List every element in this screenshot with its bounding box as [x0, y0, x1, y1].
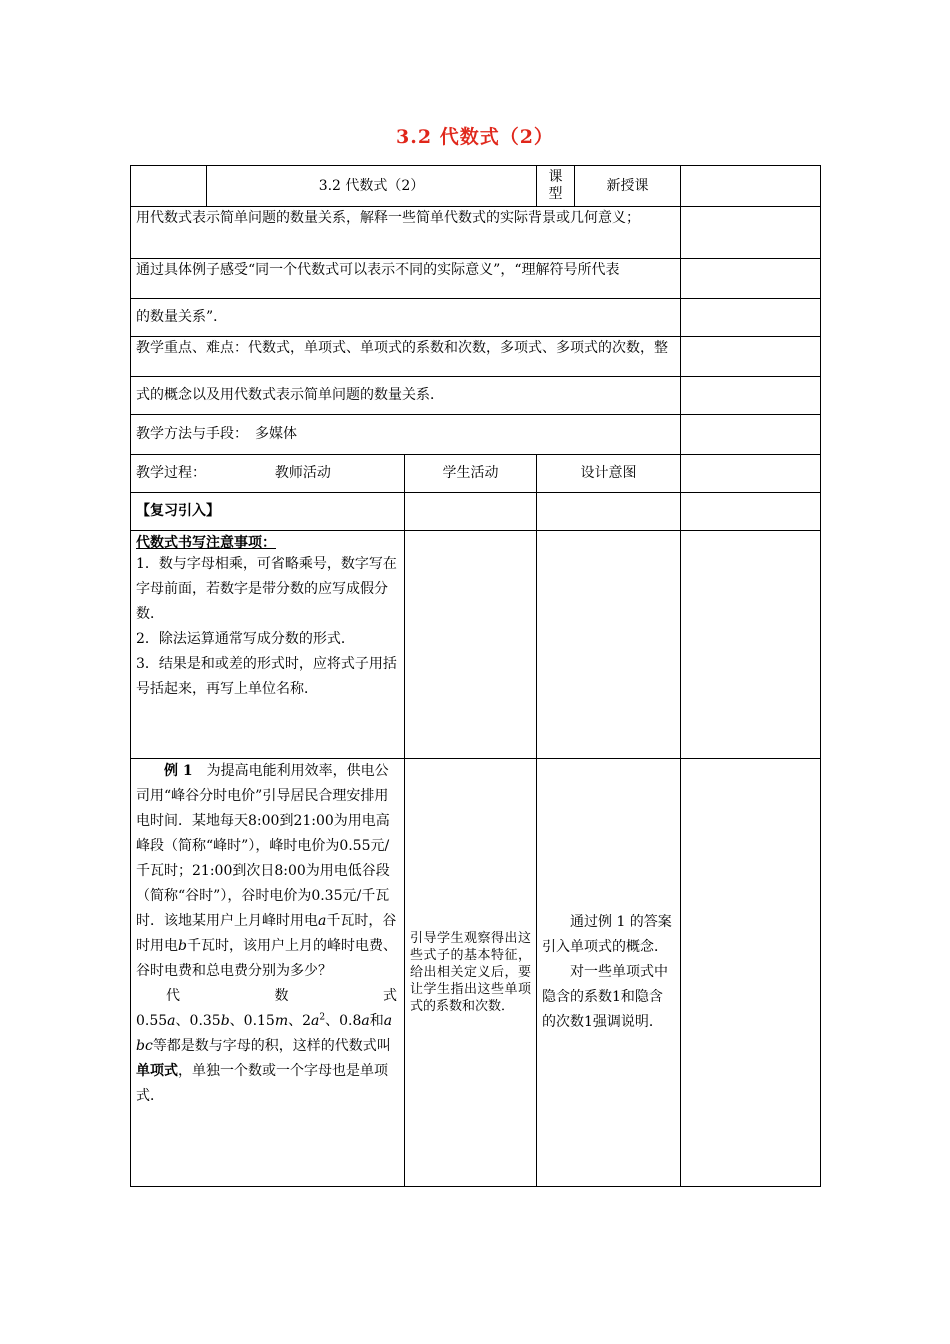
review-heading-row [131, 493, 821, 531]
expr: 0.55 [136, 1013, 168, 1029]
text: 等都是数与字母的积，这样的代数式叫 [152, 1038, 391, 1054]
exponent: 2 [319, 1012, 326, 1023]
example-label: 例 1 [164, 763, 193, 779]
var-b: b [220, 1013, 230, 1029]
key-points-row-2 [131, 377, 821, 415]
spread-label [136, 984, 399, 1009]
objective-row-2 [131, 259, 821, 299]
text: ，单独一个数或一个字母也是单项式． [136, 1063, 388, 1104]
header-row [131, 166, 821, 207]
example-row [131, 759, 821, 1187]
var-a: a [311, 1013, 320, 1029]
blank-cell [681, 531, 821, 759]
objective-line-2: 通过具体例子感受“同一个代数式可以表示不同的实际意义”，“理解符号所代表 [131, 259, 681, 299]
blank-cell [681, 759, 821, 1187]
objective-row-3 [131, 299, 821, 337]
design-intent-cell [537, 759, 681, 1187]
student-activity-cell: 引导学生观察得出这些式子的基本特征，给出相关定义后，要让学生指出这些单项式的系数和次数． [405, 759, 537, 1187]
blank-cell [537, 531, 681, 759]
spread-char: 式 [383, 988, 397, 1004]
objective-line-3: 的数量关系”． [131, 299, 681, 337]
blank-cell [405, 493, 537, 531]
example-cell [131, 759, 405, 1187]
lesson-plan-table [130, 165, 821, 1187]
blank-cell [681, 259, 821, 299]
review-notes-cell [131, 531, 405, 759]
var-abc: abc [136, 1013, 393, 1054]
blank-cell [681, 299, 821, 337]
spread-char: 数 [274, 988, 289, 1004]
example-body: 为提高电能利用效率，供电公司用“峰谷分时电价”引导居民合理安排用电时间．某地每天8:00到21:00为用电高峰段（简称“峰时”），峰时电价为0.55元/千瓦时；21:00到次日8:00为用电低谷段（简称“谷时”），谷时电价为0.35元/千瓦时．该地某用户上月峰时用电 [136, 763, 390, 929]
note-2: 2．除法运算通常写成分数的形式． [136, 631, 355, 647]
header-blank-cell-right [681, 166, 821, 207]
example-body-2: 千瓦时，谷时用电 [136, 913, 397, 954]
note-1: 1．数与字母相乘，可省略乘号，数字写在字母前面，若数字是带分数的应写成假分数． [136, 556, 397, 622]
design-intent-header: 设计意图 [537, 455, 681, 493]
monomial-definition [136, 1009, 399, 1109]
text: 和 [369, 1013, 384, 1029]
process-label: 教学过程： [136, 465, 206, 481]
header-topic: 3.2 代数式（2） [207, 166, 537, 207]
var-m: m [274, 1013, 289, 1029]
var-a: a [167, 1013, 176, 1029]
blank-cell [681, 455, 821, 493]
key-points-text: 教学重点、难点：代数式，单项式、单项式的系数和次数，多项式、多项式的次数，整 [131, 337, 681, 377]
example-text [136, 759, 399, 984]
var-a: a [318, 913, 327, 929]
review-notes-row [131, 531, 821, 759]
process-label-cell [131, 455, 405, 493]
blank-cell [681, 493, 821, 531]
blank-cell [405, 531, 537, 759]
methods-row [131, 415, 821, 455]
notes-title: 代数式书写注意事项： [136, 535, 276, 551]
expr: 、0.15 [229, 1013, 275, 1029]
blank-cell [537, 493, 681, 531]
spread-char: 代 [166, 988, 180, 1004]
page-title: 3.2 代数式（2） [396, 126, 554, 148]
teacher-activity-header: 教师活动 [274, 465, 331, 481]
student-activity-header: 学生活动 [405, 455, 537, 493]
teaching-methods: 教学方法与手段： 多媒体 [131, 415, 681, 455]
blank-cell [681, 415, 821, 455]
objective-line-1: 用代数式表示简单问题的数量关系，解释一些简单代数式的实际背景或几何意义； [131, 207, 681, 259]
review-heading: 【复习引入】 [131, 493, 405, 531]
expr: 、2 [288, 1013, 312, 1029]
process-header-row [131, 455, 821, 493]
monomial-term: 单项式 [136, 1063, 178, 1079]
header-blank-cell [131, 166, 207, 207]
blank-cell [681, 377, 821, 415]
lesson-type-value: 新授课 [575, 166, 681, 207]
design-intent-2: 对一些单项式中隐含的系数1和隐含的次数1强调说明． [542, 964, 668, 1030]
expr: 、0.35 [175, 1013, 221, 1029]
note-3: 3．结果是和或差的形式时，应将式子用括号括起来，再写上单位名称． [136, 656, 397, 697]
key-points-row [131, 337, 821, 377]
var-b: b [178, 938, 187, 954]
var-a: a [361, 1013, 370, 1029]
blank-cell [681, 207, 821, 259]
lesson-type-label: 课型 [537, 166, 575, 207]
key-points-continued: 式的概念以及用代数式表示简单问题的数量关系． [131, 377, 681, 415]
design-intent-1: 通过例 1 的答案引入单项式的概念． [542, 914, 672, 955]
example-body-3: 千瓦时，该用户上月的峰时电费、谷时电费和总电费分别为多少？ [136, 938, 397, 979]
objective-row-1 [131, 207, 821, 259]
blank-cell [681, 337, 821, 377]
expr: 、0.8 [325, 1013, 362, 1029]
